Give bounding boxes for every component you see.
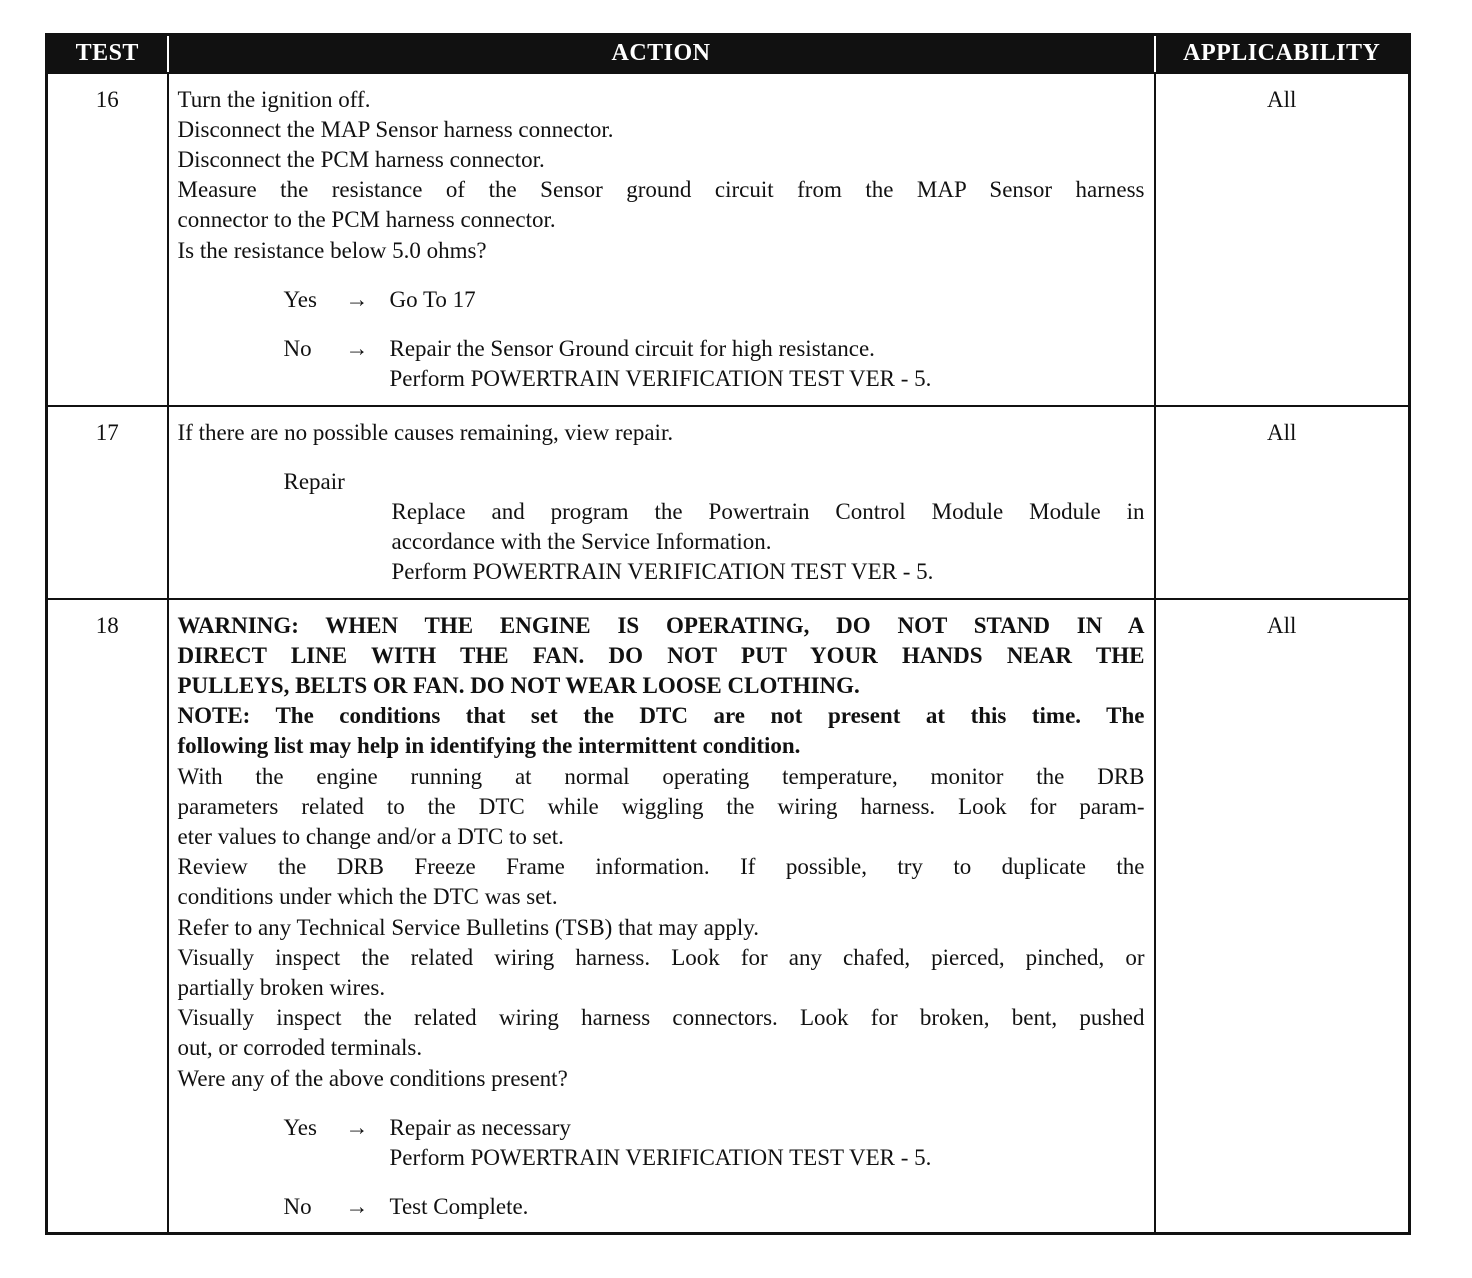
repair-line: Replace and program the Powertrain Control Module Module in: [391, 498, 1145, 524]
warning-line: PULLEYS, BELTS OR FAN. DO NOT WEAR LOOSE CLOTHING.: [177, 672, 860, 698]
arrow-right-icon: →: [345, 286, 369, 312]
header-applicability: APPLICABILITY: [1155, 35, 1410, 73]
repair-line: Perform POWERTRAIN VERIFICATION TEST VER - 5.: [391, 559, 934, 585]
no-response: [284, 1192, 1145, 1222]
action-line: connector to the PCM harness connector.: [177, 207, 556, 233]
note-line: following list may help in identifying the intermittent condition.: [177, 733, 801, 759]
action-line: Refer to any Technical Service Bulletins (TSB) that may apply.: [177, 914, 760, 940]
table-row: [47, 73, 1410, 406]
no-text: Repair the Sensor Ground circuit for high resistance.: [389, 335, 875, 361]
no-label: No: [283, 1194, 312, 1220]
arrow-right-icon: →: [345, 1114, 369, 1140]
no-text: Test Complete.: [389, 1194, 529, 1220]
action-line: Review the DRB Freeze Frame information. If possible, try to duplicate the: [177, 854, 1145, 880]
test-number: 17: [47, 406, 168, 599]
repair-line: accordance with the Service Information.: [391, 529, 772, 555]
action-line: Is the resistance below 5.0 ohms?: [177, 237, 487, 263]
test-number: 16: [47, 73, 168, 406]
warning-line: DIRECT LINE WITH THE FAN. DO NOT PUT YOUR HANDS NEAR THE: [177, 642, 1145, 668]
yes-text: Repair as necessary: [389, 1114, 571, 1140]
yes-text: Perform POWERTRAIN VERIFICATION TEST VER - 5.: [389, 1144, 932, 1170]
action-line: eter values to change and/or a DTC to set.: [177, 823, 564, 849]
applicability-value: All: [1155, 599, 1410, 1234]
no-text: Perform POWERTRAIN VERIFICATION TEST VER - 5.: [389, 366, 932, 392]
yes-response: [284, 1113, 1145, 1173]
note-line: NOTE: The conditions that set the DTC are not present at this time. The: [177, 703, 1145, 729]
action-cell: [168, 73, 1155, 406]
applicability-value: All: [1155, 406, 1410, 599]
diagnostic-test-table: [45, 33, 1411, 1235]
action-line: Disconnect the PCM harness connector.: [177, 146, 545, 172]
action-line: Measure the resistance of the Sensor ground circuit from the MAP Sensor harness: [177, 177, 1145, 203]
table-header-row: [47, 35, 1410, 73]
action-line: out, or corroded terminals.: [177, 1035, 423, 1061]
action-line: Disconnect the MAP Sensor harness connector.: [177, 116, 614, 142]
applicability-value: All: [1155, 73, 1410, 406]
yes-label: Yes: [283, 286, 317, 312]
action-line: parameters related to the DTC while wiggling the wiring harness. Look for param-: [177, 793, 1145, 819]
test-number: 18: [47, 599, 168, 1234]
action-line: Visually inspect the related wiring harness. Look for any chafed, pierced, pinched, or: [177, 944, 1145, 970]
action-line: partially broken wires.: [177, 974, 386, 1000]
repair-label: Repair: [283, 468, 345, 494]
table-row: [47, 599, 1410, 1234]
arrow-right-icon: →: [345, 1194, 369, 1220]
yes-label: Yes: [283, 1114, 317, 1140]
action-cell: [168, 406, 1155, 599]
action-line: conditions under which the DTC was set.: [177, 884, 558, 910]
repair-instructions: [392, 497, 1145, 588]
header-test: TEST: [47, 35, 168, 73]
action-line: Visually inspect the related wiring harness connectors. Look for broken, bent, pushed: [177, 1005, 1145, 1031]
yes-response: [284, 285, 1145, 315]
table-row: [47, 406, 1410, 599]
no-response: [284, 334, 1145, 394]
action-line: Turn the ignition off.: [177, 86, 371, 112]
header-action: ACTION: [168, 35, 1155, 73]
no-label: No: [283, 335, 312, 361]
action-line: Were any of the above conditions present?: [177, 1065, 568, 1091]
action-line: With the engine running at normal operating temperature, monitor the DRB: [177, 763, 1145, 789]
arrow-right-icon: →: [345, 335, 369, 361]
action-line: If there are no possible causes remaining, view repair.: [177, 419, 674, 445]
action-cell: [168, 599, 1155, 1234]
warning-line: WARNING: WHEN THE ENGINE IS OPERATING, DO NOT STAND IN A: [177, 612, 1145, 638]
yes-text: Go To 17: [389, 286, 476, 312]
